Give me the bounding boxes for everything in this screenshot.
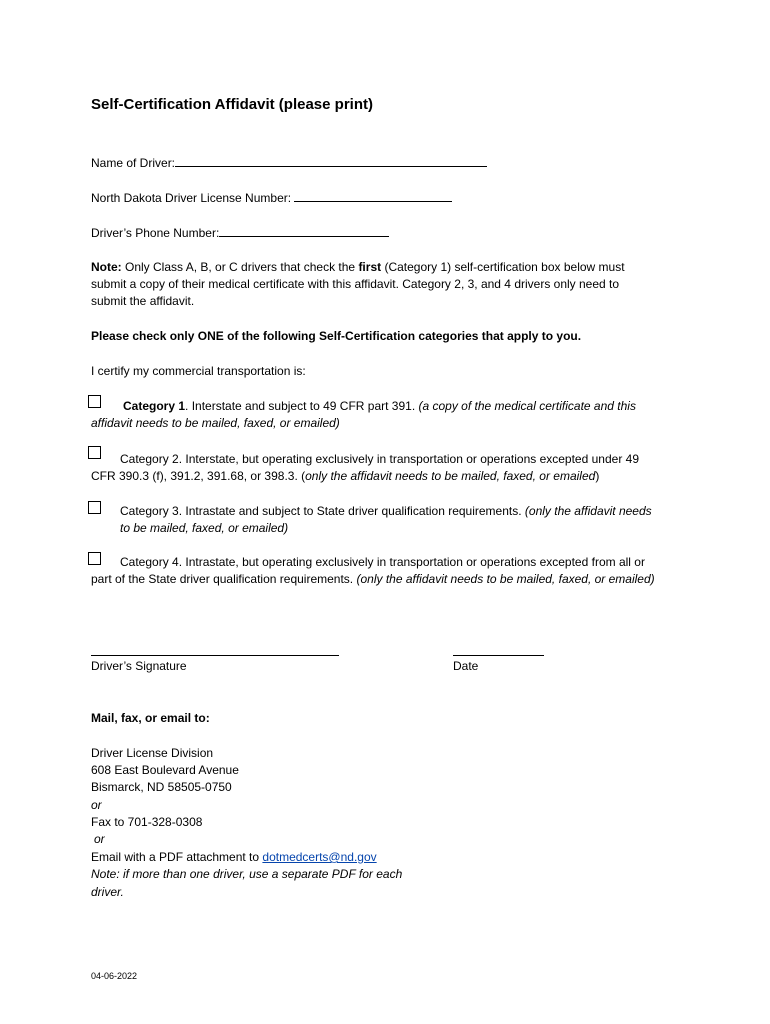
category-3-label: Category 3.: [120, 504, 183, 518]
license-number-label: North Dakota Driver License Number:: [91, 191, 292, 205]
phone-number-field[interactable]: [91, 226, 389, 240]
mail-note-1: Note: if more than one driver, use a separate PDF for each: [91, 867, 403, 881]
mail-heading: Mail, fax, or email to:: [91, 711, 210, 725]
note-label: Note:: [91, 260, 122, 274]
email-link[interactable]: dotmedcerts@nd.gov: [262, 850, 377, 864]
page-title: Self-Certification Affidavit (please print): [91, 96, 373, 113]
email-line: [91, 850, 377, 864]
category-4-label: Category 4.: [120, 555, 183, 569]
phone-number-label: Driver’s Phone Number:: [91, 226, 220, 240]
category-1-desc: . Interstate and subject to 49 CFR part 391.: [185, 399, 419, 413]
phone-number-line[interactable]: [219, 226, 389, 237]
category-1-italic: (a copy of the medical certificate and this affidavit needs to be mailed, faxed, or emailed): [91, 399, 636, 430]
category-3-desc: Intrastate and subject to State driver qualification requirements.: [182, 504, 525, 518]
fax-text: Fax to 701-328-0308: [91, 815, 203, 829]
category-3-text: [120, 503, 655, 537]
certify-text: I certify my commercial transportation is:: [91, 364, 306, 378]
note-text-1: Only Class A, B, or C drivers that check the: [121, 260, 359, 274]
category-2-label: Category 2.: [120, 452, 183, 466]
category-2-italic: only the affidavit needs to be mailed, faxed, or emailed: [305, 469, 596, 483]
category-2-after: ): [595, 469, 600, 483]
instruction-text: Please check only ONE of the following Self-Certification categories that apply to you.: [91, 329, 582, 343]
date-label: Date: [453, 659, 479, 673]
driver-name-label: Name of Driver:: [91, 156, 176, 170]
license-number-field[interactable]: [91, 191, 452, 205]
category-4-text: [91, 554, 666, 588]
footer-date: 04-06-2022: [91, 971, 138, 981]
signature-line[interactable]: [91, 655, 339, 656]
category-4-italic: (only the affidavit needs to be mailed, faxed, or emailed): [356, 572, 655, 586]
note-text-2: (Category 1) self-certification box below must submit a copy of their medical certificate with this affidavit. Category 2, 3, and 4 drivers only need to submit the affidavit.: [91, 260, 625, 308]
signature-label: Driver’s Signature: [91, 659, 187, 673]
date-line[interactable]: [453, 655, 544, 656]
mail-note-2: driver.: [91, 885, 124, 899]
driver-name-line[interactable]: [175, 156, 487, 167]
address-line-1: Driver License Division: [91, 746, 214, 760]
category-4-desc: Intrastate, but operating exclusively in transportation or operations excepted from all or part of the State driver qualification requirements.: [91, 555, 645, 586]
address-line-2: 608 East Boulevard Avenue: [91, 763, 239, 777]
or-1: or: [91, 798, 102, 812]
or-2: or: [94, 832, 105, 846]
category-2-text: [91, 451, 666, 485]
category-1-label: Category 1: [123, 399, 186, 413]
note-paragraph: [91, 259, 651, 310]
category-2-desc: Interstate, but operating exclusively in transportation or operations excepted under 49 CFR 390.3 (f), 391.2, 391.68, or 398.3. (: [91, 452, 639, 483]
category-3-italic: (only the affidavit needs to be mailed, faxed, or emailed): [120, 504, 652, 535]
category-1-text: [91, 398, 661, 432]
driver-name-field[interactable]: [91, 156, 487, 170]
category-3-checkbox[interactable]: [88, 501, 101, 514]
note-first: first: [358, 260, 382, 274]
license-number-line[interactable]: [294, 191, 452, 202]
address-line-3: Bismarck, ND 58505-0750: [91, 780, 232, 794]
email-prefix: Email with a PDF attachment to: [91, 850, 263, 864]
